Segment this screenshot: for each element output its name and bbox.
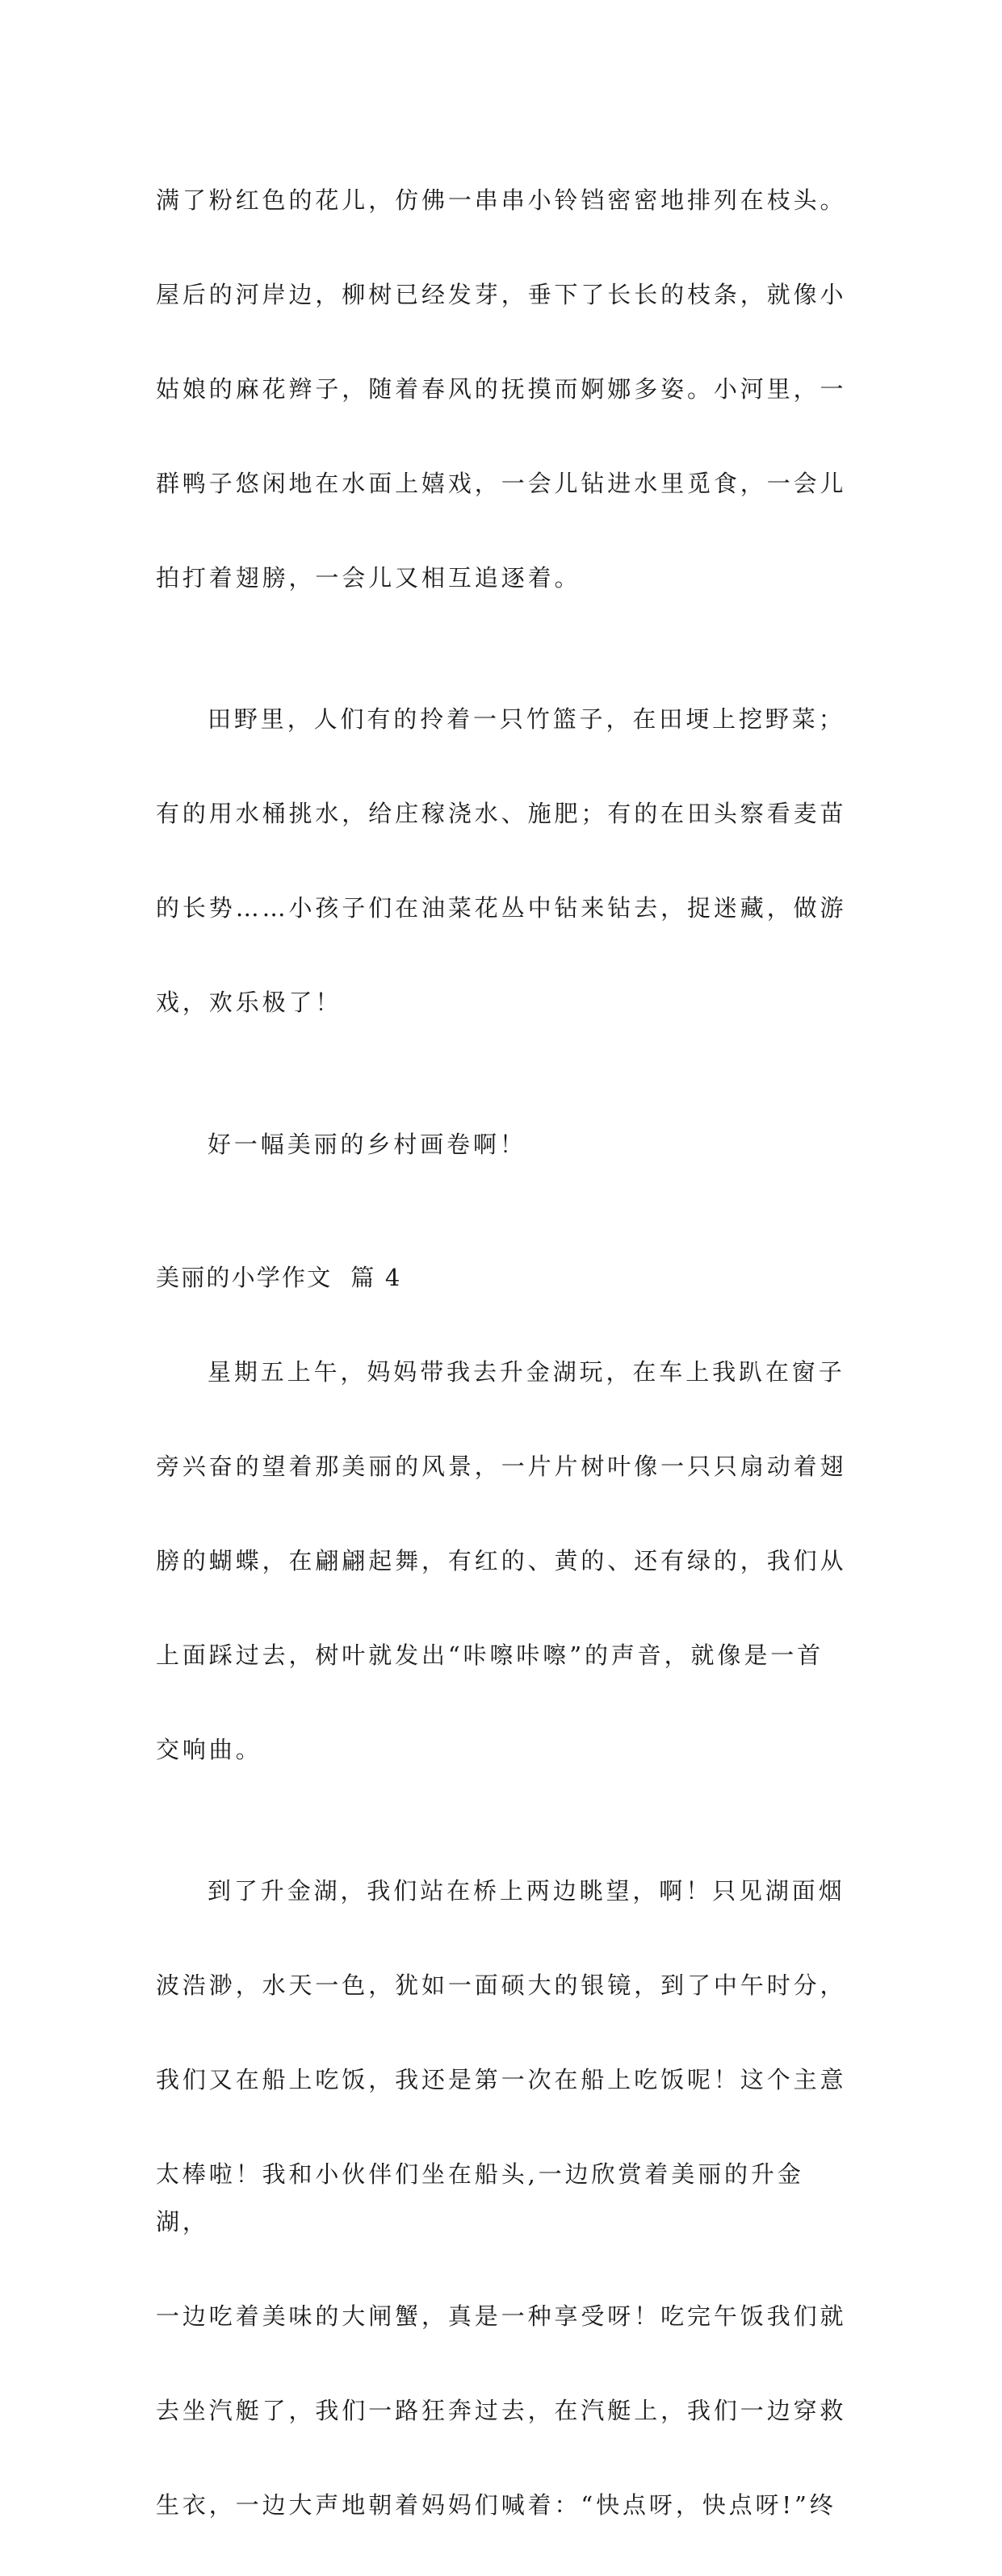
text-line: 我们又在船上吃饭，我还是第一次在船上吃饭呢！这个主意 (156, 2066, 847, 2093)
section-heading: 美丽的小学作文 篇 4 (156, 1263, 402, 1291)
paragraph-fields (156, 649, 852, 1074)
text-line: 戏，欢乐极了！ (156, 989, 342, 1016)
text-line: 满了粉红色的花儿，仿佛一串串小铃铛密密地排列在枝头。 (156, 186, 847, 214)
document-body (156, 129, 852, 2576)
text-line: 群鸭子悠闲地在水面上嬉戏，一会儿钻进水里觅食，一会儿 (156, 469, 847, 497)
text-line: 田野里，人们有的拎着一只竹篮子，在田埂上挖野菜； (208, 705, 845, 733)
text-line: 上面踩过去，树叶就发出“咔嚓咔嚓”的声音，就像是一首 (156, 1641, 824, 1669)
text-line: 好一幅美丽的乡村画卷啊！ (208, 1130, 526, 1158)
text-line: 的长势……小孩子们在油菜花丛中钻来钻去，捉迷藏，做游 (156, 894, 847, 922)
text-line: 去坐汽艇了，我们一路狂奔过去，在汽艇上，我们一边穿救 (156, 2396, 847, 2424)
text-line: 姑娘的麻花辫子，随着春风的抚摸而婀娜多姿。小河里，一 (156, 374, 847, 403)
text-line: 拍打着翅膀，一会儿又相互追逐着。 (156, 563, 581, 592)
text-line: 一边吃着美味的大闸蟹，真是一种享受呀！吃完午饭我们就 (156, 2302, 847, 2330)
paragraph-lake (156, 1821, 852, 2576)
text-line: 有的用水桶挑水，给庄稼浇水、施肥；有的在田头察看麦苗 (156, 800, 847, 827)
text-line: 生衣，一边大声地朝着妈妈们喊着：“快点呀，快点呀!”终 (156, 2490, 836, 2519)
text-line: 屋后的河岸边，柳树已经发芽，垂下了长长的枝条，就像小 (156, 280, 847, 308)
paragraph-friday-trip (156, 1301, 852, 1821)
text-line: 太棒啦！我和小伙伴们坐在船头,一边欣赏着美丽的升金湖， (156, 2160, 804, 2235)
text-line: 波浩渺，水天一色，犹如一面硕大的银镜，到了中午时分， (156, 1972, 847, 1999)
text-line: 到了升金湖，我们站在桥上两边眺望，啊！只见湖面烟 (208, 1877, 845, 1905)
paragraph-conclusion (156, 1073, 852, 1215)
text-line: 膀的蝴蝶，在翩翩起舞，有红的、黄的、还有绿的，我们从 (156, 1546, 847, 1574)
text-line: 星期五上午，妈妈带我去升金湖玩，在车上我趴在窗子 (208, 1357, 845, 1386)
text-line: 旁兴奋的望着那美丽的风景，一片片树叶像一只只扇动着翅 (156, 1452, 847, 1480)
text-line: 交响曲。 (156, 1735, 262, 1763)
paragraph-village-flowers (156, 129, 852, 649)
